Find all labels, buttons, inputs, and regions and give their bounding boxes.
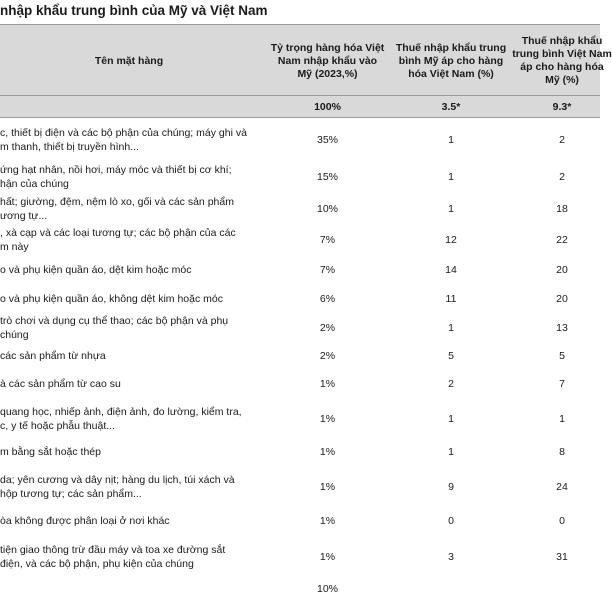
vn-tariff-value: 31: [556, 550, 568, 563]
us-tariff-value: 1: [448, 171, 454, 183]
vn-tariff-value: 22: [556, 233, 568, 246]
table-row: [0, 313, 600, 343]
us-tariff-value: 2: [448, 378, 454, 390]
header-product-name: Tên mặt hàng: [94, 54, 164, 67]
table-row: [0, 400, 600, 437]
import-share: 10%: [316, 583, 338, 595]
us-tariff-value: 9: [448, 480, 454, 493]
product-name: o và phụ kiện quần áo, dệt kim hoặc móc: [0, 263, 192, 276]
table-row: [0, 535, 600, 578]
table-row: [0, 194, 600, 224]
import-share: 1%: [319, 412, 336, 425]
vn-tariff-value: 24: [556, 480, 568, 493]
import-share: 1%: [319, 445, 336, 458]
table-row: [0, 343, 600, 368]
product-name: à các sản phẩm từ cao su: [0, 378, 121, 390]
product-name: quang học, nhiếp ảnh, điện ảnh, đo lường, kiểm tra, c, y tế hoặc phẫu thuật...: [0, 405, 242, 432]
table-header: [0, 24, 612, 96]
us-tariff-value: 1: [448, 412, 454, 425]
product-name: da; yên cương và dây nịt; hàng du lịch, túi xách và hộp tương tự; các sản phẩm...: [0, 473, 235, 500]
table-row: [0, 507, 600, 535]
table-row: [0, 437, 600, 466]
vn-tariff-value: 18: [556, 203, 568, 215]
product-name: , xà cạp và các loại tương tự; các bộ phận của các m này: [0, 226, 236, 253]
us-tariff-value: 1: [448, 203, 454, 215]
us-tariff-value: 1: [448, 322, 454, 334]
vn-tariff-value: 8: [559, 445, 565, 458]
product-name: ứng hạt nhân, nồi hơi, máy móc và thiết bị cơ khí; hận của chúng: [0, 164, 232, 190]
import-share: 2%: [319, 349, 336, 362]
us-tariff-value: 14: [445, 263, 457, 276]
product-name: c, thiết bị điện và các bộ phận của chúng; máy ghi và m thanh, thiết bị truyền hình...: [0, 127, 247, 153]
table-row: [0, 255, 600, 284]
vn-tariff-value: 20: [556, 263, 568, 276]
vn-tariff-value: 2: [559, 171, 565, 183]
vn-tariff-value: 13: [556, 322, 568, 334]
import-share: 10%: [316, 203, 338, 215]
us-tariff-value: [392, 578, 510, 600]
vn-tariff-value: 5: [559, 349, 565, 362]
table-row: [0, 120, 600, 160]
us-tariff-value: 11: [445, 292, 457, 305]
table-row: [0, 224, 600, 255]
vn-tariff-value: 20: [556, 292, 568, 305]
us-tariff-value: 3: [448, 550, 454, 563]
header-us-tariff-on-vietnam: Thuế nhập khẩu trung bình Mỹ áp cho hàng hóa Việt Nam (%): [395, 41, 507, 80]
summary-share: 100%: [314, 101, 341, 113]
vn-tariff-value: [512, 578, 612, 600]
header-vietnam-tariff-on-us: Thuế nhập khẩu trung bình Việt Nam áp cho hàng hóa Mỹ (%): [512, 35, 612, 86]
import-share: 35%: [316, 134, 338, 146]
vn-tariff-value: 7: [559, 378, 565, 390]
import-share: 6%: [319, 292, 336, 305]
import-share: 1%: [319, 515, 336, 527]
product-name: [0, 578, 262, 600]
us-tariff-value: 5: [448, 349, 454, 362]
product-name: các sản phẩm từ nhựa: [0, 349, 106, 362]
vn-tariff-value: 2: [559, 134, 565, 146]
table-row: [0, 284, 600, 313]
vn-tariff-value: 0: [559, 515, 565, 527]
header-import-share: Tỷ trọng hàng hóa Việt Nam nhập khẩu vào Mỹ (2023,%): [270, 41, 385, 80]
import-share: 7%: [319, 263, 336, 276]
vn-tariff-value: 1: [559, 412, 565, 425]
import-share: 15%: [316, 171, 338, 183]
us-tariff-value: 1: [448, 445, 454, 458]
summary-vn-tariff: 9.3*: [552, 101, 572, 113]
summary-row: [0, 96, 600, 118]
product-name: tiện giao thông trừ đầu máy và toa xe đường sắt điện, và các bộ phận, phụ kiện của chúng: [0, 543, 226, 570]
table-title: nhập khẩu trung bình của Mỹ và Việt Nam: [0, 3, 268, 18]
product-name: m bằng sắt hoặc thép: [0, 445, 101, 458]
import-share: 2%: [319, 322, 336, 334]
table-row: [0, 160, 600, 194]
product-name: òa không được phân loại ở nơi khác: [0, 515, 170, 527]
import-share: 1%: [319, 550, 336, 563]
us-tariff-value: 0: [448, 515, 454, 527]
product-name: trò chơi và dụng cụ thể thao; các bộ phận và phụ chúng: [0, 315, 229, 341]
table-row: [0, 368, 600, 400]
table-row: [0, 578, 600, 600]
product-name: hất; giường, đệm, nệm lò xo, gối và các sản phẩm ương tự...: [0, 196, 234, 222]
product-name: o và phụ kiện quần áo, không dệt kim hoặc móc: [0, 292, 223, 305]
us-tariff-value: 12: [445, 233, 457, 246]
import-share: 1%: [319, 378, 336, 390]
import-share: 7%: [319, 233, 336, 246]
import-share: 1%: [319, 480, 336, 493]
us-tariff-value: 1: [448, 134, 454, 146]
table-row: [0, 466, 600, 507]
summary-us-tariff: 3.5*: [441, 101, 461, 113]
